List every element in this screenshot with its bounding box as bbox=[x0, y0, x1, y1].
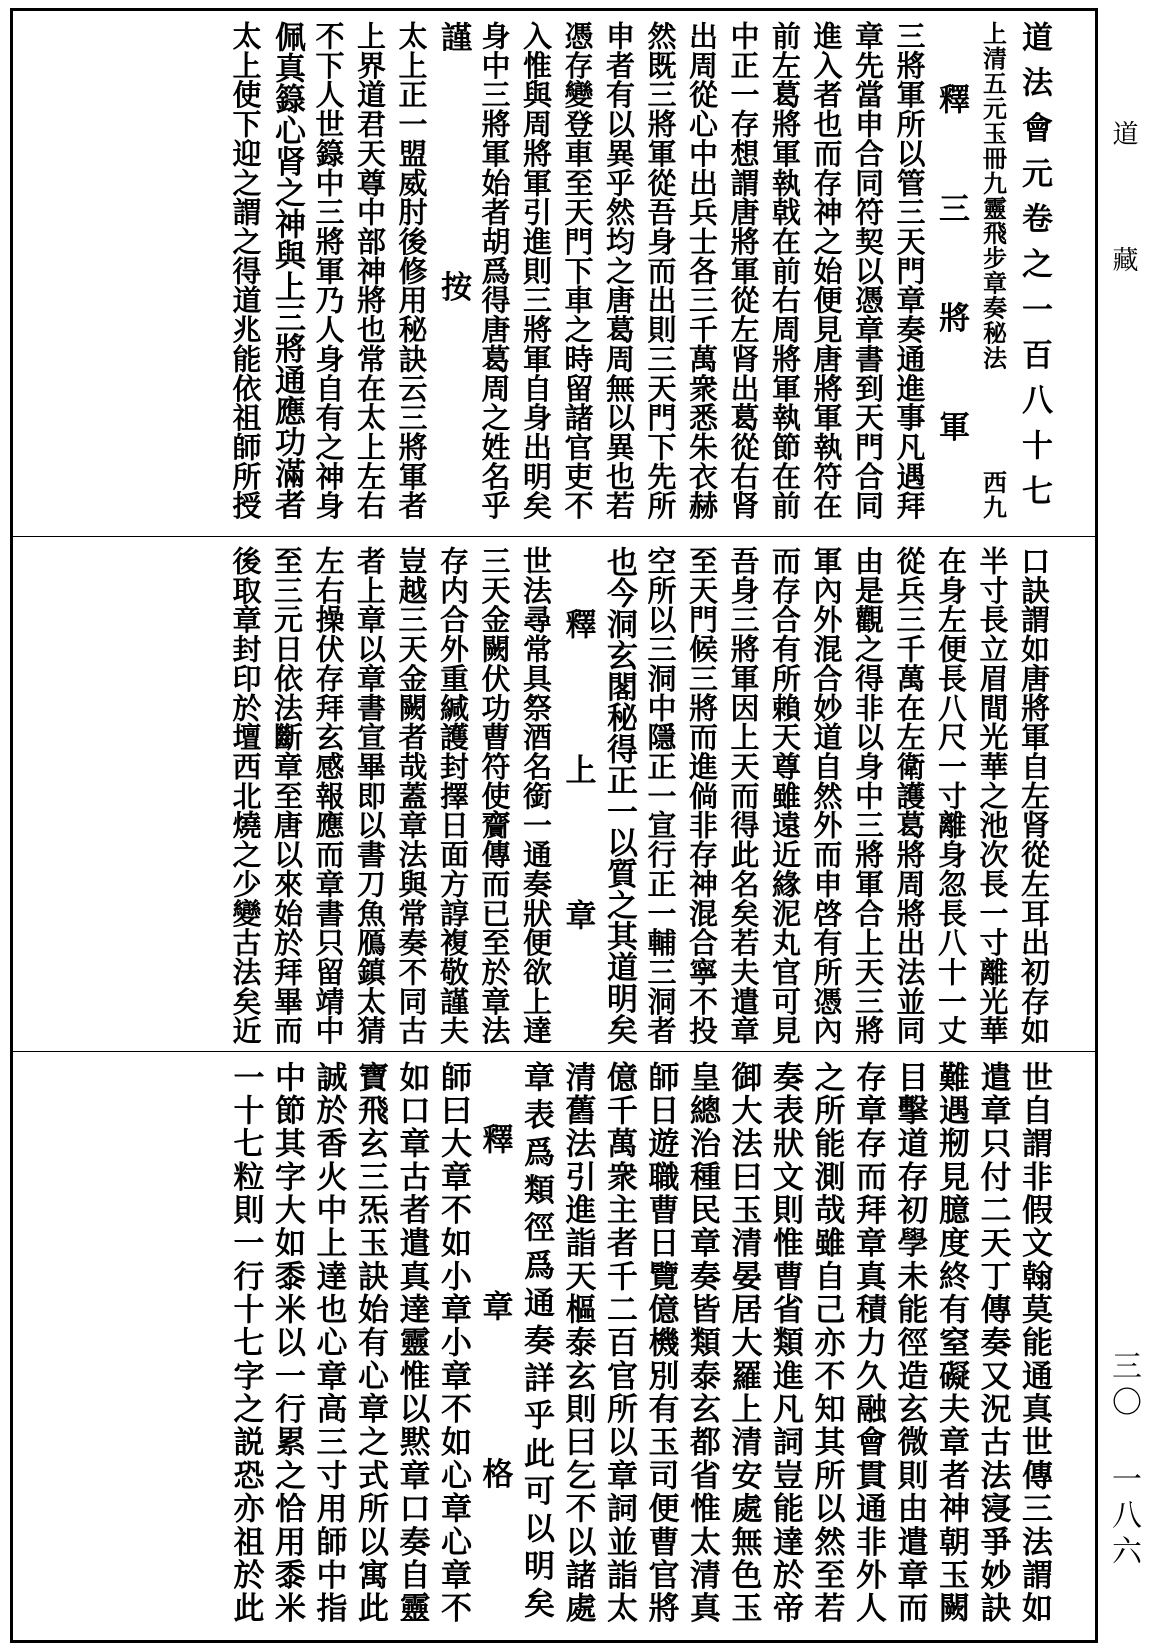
register-divider bbox=[13, 536, 1095, 537]
text-register-3 bbox=[13, 1061, 1095, 1631]
text-column: 吾身三將軍因上天而得此名矣若夫遣章 bbox=[726, 546, 761, 1045]
collection-label: 道藏 bbox=[1108, 120, 1138, 372]
text-column: 章表爲類徑爲通奏詳乎此可以明矣 bbox=[518, 1061, 554, 1625]
text-column: 中節其字大如黍米以一行累之恰用黍米 bbox=[269, 1061, 305, 1625]
text-column: 前左葛將軍執戟在前右周將軍執節在前 bbox=[768, 21, 802, 520]
text-column: 者上章以章書宣畢即以書刀魚鴈鎮太猜 bbox=[353, 546, 387, 1045]
text-column: 世法尋常具祭酒名銜一通奏狀便欲上達 bbox=[519, 546, 553, 1045]
text-column: 目擊道存初學未能徑造玄微則由遣章而 bbox=[891, 1061, 928, 1625]
text-column: 釋三將軍 bbox=[933, 83, 969, 520]
text-column: 也今洞玄閣秘得正一以質之其道明矣 bbox=[601, 546, 637, 1045]
text-column: 不下人世籙中三將軍乃人身自有之神身 bbox=[311, 21, 346, 520]
text-column: 師曰大章不如小章小章不如心章心章不 bbox=[435, 1061, 471, 1625]
text-column: 空所以三洞中隱正一宣行正一輔三洞者 bbox=[643, 546, 678, 1045]
text-column: 由是觀之得非以身中三將軍合上天三將 bbox=[851, 546, 885, 1045]
text-column: 之所能測哉雖自己亦不知其所以然至若 bbox=[808, 1061, 845, 1625]
text-column: 皇總治種民章奏皆類泰玄都省惟太清真 bbox=[684, 1061, 720, 1625]
text-column: 奏表狀文則惟曹省類進凡詞豈能達於帝 bbox=[767, 1061, 803, 1625]
text-column: 釋章格 bbox=[476, 1123, 513, 1625]
text-column: 謹按 bbox=[435, 21, 471, 520]
text-register-1 bbox=[13, 21, 1095, 526]
text-column: 太上正一盟威肘後修用秘訣云三將軍者 bbox=[394, 21, 429, 520]
text-column: 憑存變登車至天門下車之時留諸官吏不 bbox=[560, 21, 595, 520]
text-column: 遣章只付二天丁傳奏又況古法寖爭妙訣 bbox=[974, 1061, 1011, 1625]
text-column: 上清五元玉冊九靈飛步章奏秘法 西九 bbox=[978, 21, 1008, 520]
text-column: 至三元日依法斷章至唐以來始於拜畢而 bbox=[270, 546, 304, 1045]
text-column: 豈越三天金闕者哉蓋章法與常奏不同古 bbox=[394, 546, 429, 1045]
page-frame bbox=[10, 8, 1098, 1643]
text-column: 軍內外混合妙道自然外而申啓有所憑內 bbox=[809, 546, 844, 1045]
text-column: 申者有以異乎然均之唐葛周無以異也若 bbox=[602, 21, 636, 520]
text-column: 三天金闕伏功曹符使齎傳而已至於章法 bbox=[477, 546, 512, 1045]
text-column: 進入者也而存神之始便見唐將軍執符在 bbox=[809, 21, 844, 520]
text-column: 清舊法引進詣天樞泰玄則曰乞不以諸處 bbox=[559, 1061, 596, 1625]
text-column: 難遇剏見臆度終有窒礙夫章者神朝玉闕 bbox=[933, 1061, 969, 1625]
text-column: 後取章封印於壇西北燒之少變古法矣近 bbox=[228, 546, 263, 1045]
text-column: 三將軍所以管三天門章奏通進事凡遇拜 bbox=[892, 21, 927, 520]
text-column: 出周從心中出兵士各三千萬衆悉朱衣赫 bbox=[685, 21, 719, 520]
text-column: 如口章古者遣真達靈惟以黙章口奏自靈 bbox=[393, 1061, 430, 1625]
text-column: 中正一存想謂唐將軍從左肾出葛從右肾 bbox=[726, 21, 761, 520]
text-column: 寶飛玄三炁玉訣始有心章之式所以寓此 bbox=[352, 1061, 388, 1625]
text-column: 口訣謂如唐將軍自左肾從左耳出初存如 bbox=[1017, 546, 1051, 1045]
register-divider bbox=[13, 1051, 1095, 1052]
text-column: 身中三將軍始者胡爲得唐葛周之姓名乎 bbox=[477, 21, 512, 520]
text-column: 存章存而拜章真積力久融會貫通非外人 bbox=[850, 1061, 886, 1625]
text-column: 師日遊職曹日覽億機別有玉司便曹官將 bbox=[642, 1061, 679, 1625]
text-column: 釋上章 bbox=[559, 608, 596, 1045]
text-register-2 bbox=[13, 546, 1095, 1051]
text-column: 御大法曰玉清晏居大羅上清安處無色玉 bbox=[725, 1061, 762, 1625]
text-column: 億千萬衆主者千二百官所以章詞並詣太 bbox=[601, 1061, 637, 1625]
text-column: 存内合外重緘護封擇日面方諄複敬謹夫 bbox=[436, 546, 470, 1045]
text-column: 半寸長立眉間光華之池次長一寸離光華 bbox=[975, 546, 1010, 1045]
text-column: 而存合有所賴天尊雖遠近緣泥丸官可見 bbox=[768, 546, 802, 1045]
text-column: 佩真籙心肾之神與上三將通應功滿者 bbox=[269, 21, 305, 520]
text-column: 道法會元卷之一百八十七 bbox=[1016, 21, 1052, 520]
text-column: 太上使下迎之謂之得道兆能依祖師所授 bbox=[228, 21, 263, 520]
text-column: 誠於香火中上達也心章高三寸用師中指 bbox=[310, 1061, 347, 1625]
text-column: 然既三將軍從吾身而出則三天門下先所 bbox=[643, 21, 678, 520]
text-column: 至天門候三將而進倘非存神混合寧不投 bbox=[685, 546, 719, 1045]
text-column: 從兵三千萬在左衛護葛將周將出法並同 bbox=[892, 546, 927, 1045]
page-number: 三〇 一八六 bbox=[1106, 1350, 1141, 1571]
text-column: 上界道君天尊中部神將也常在太上左右 bbox=[353, 21, 387, 520]
text-column: 在身左便長八尺一寸離身忽長八十一丈 bbox=[934, 546, 968, 1045]
text-column: 一十七粒則一行十七字之説恐亦祖於此 bbox=[227, 1061, 264, 1625]
text-column: 世自謂非假文翰莫能通真世傳三法謂如 bbox=[1016, 1061, 1052, 1625]
text-column: 左右操伏存拜玄感報應而章書只留靖中 bbox=[311, 546, 346, 1045]
text-column: 章先當申合同符契以憑章書到天門合同 bbox=[851, 21, 885, 520]
text-column: 入惟與周將軍引進則三將軍自身出明矣 bbox=[519, 21, 553, 520]
